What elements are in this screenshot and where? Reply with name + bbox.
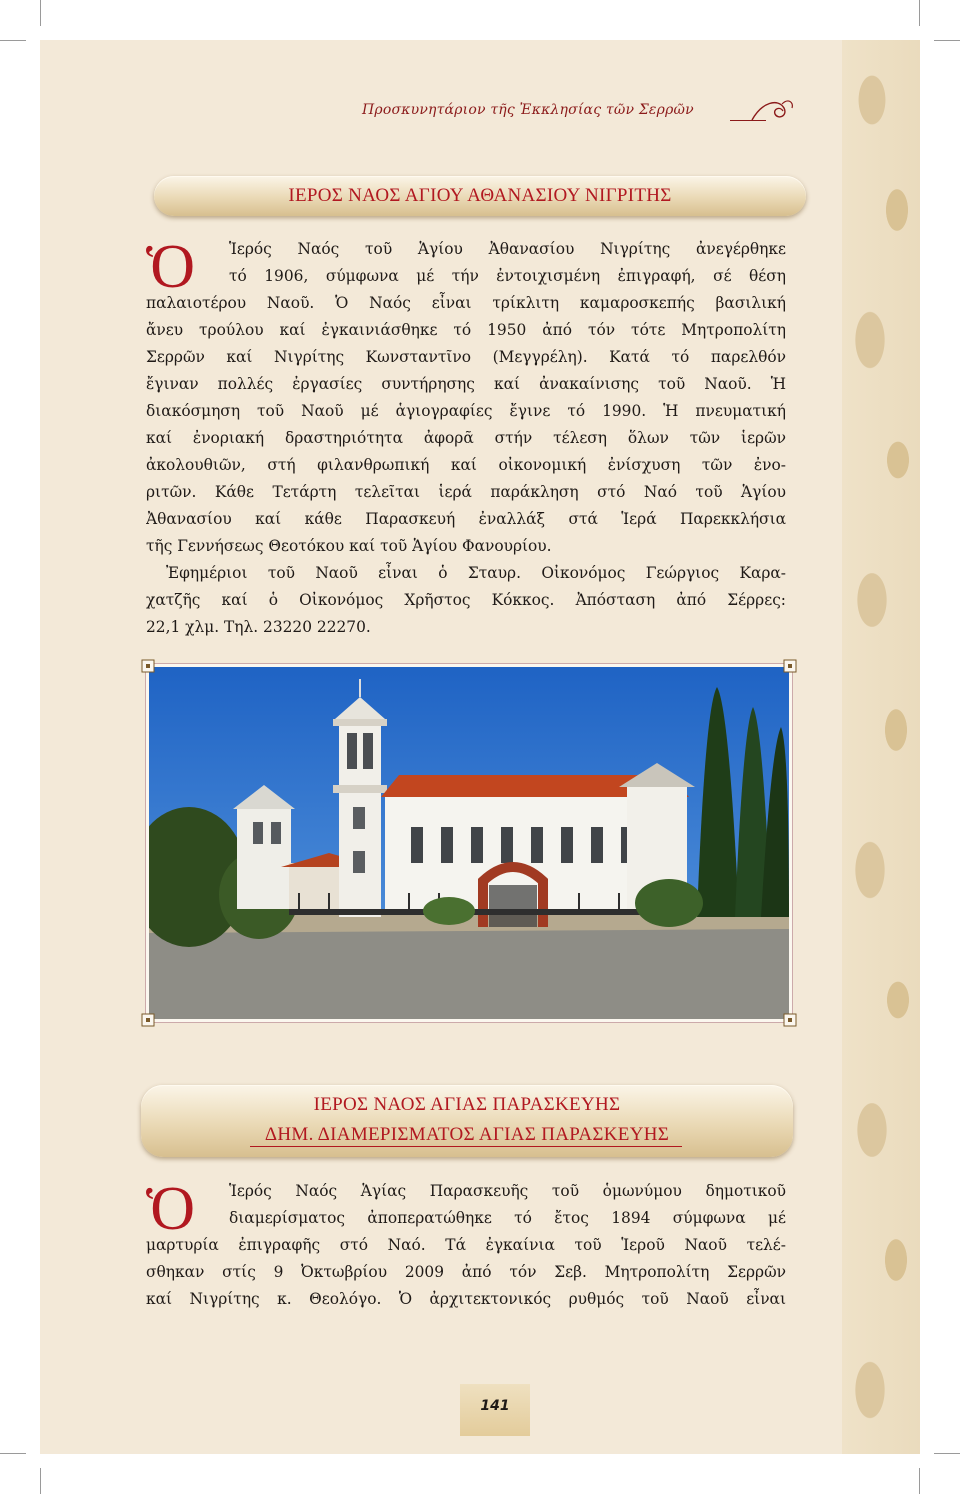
text-line: σθηκαν στίς 9 Ὀκτωβρίου 2009 ἀπό τόν Σεβ. Μητροπολίτη Σερρῶν bbox=[146, 1263, 786, 1281]
crop-mark bbox=[0, 40, 26, 41]
church-photo bbox=[146, 664, 792, 1022]
text-line: ἀκολουθιῶν, στή φιλανθρωπική καί οἰκονομική ἐνίσχυση τῶν ἐνο- bbox=[146, 456, 786, 474]
book-page bbox=[40, 40, 920, 1454]
text-line: καί Νιγρίτης κ. Θεολόγο. Ὁ ἀρχιτεκτονικός ρυθμός τοῦ Ναοῦ εἶναι bbox=[146, 1290, 786, 1308]
text-line: διακόσμηση τοῦ Ναοῦ μέ ἁγιογραφίες ἔγινε τό 1990. Ἡ πνευματική bbox=[146, 402, 786, 420]
page-number: 141 bbox=[480, 1398, 510, 1414]
frame-corner-ornament bbox=[140, 1012, 156, 1028]
section-title: ΙΕΡΟΣ ΝΑΟΣ ΑΓΙΑΣ ΠΑΡΑΣΚΕΥΗΣ bbox=[313, 1094, 621, 1115]
frame-corner-ornament bbox=[782, 658, 798, 674]
crop-mark bbox=[919, 0, 920, 26]
text-line: καί ἐνοριακή δραστηριότητα ἀφορᾶ στήν τέλεση ὅλων τῶν ἱερῶν bbox=[146, 429, 786, 447]
frame-corner-ornament bbox=[782, 1012, 798, 1028]
text-line: Σερρῶν καί Νιγρίτης Κωνσταντῖνο (Μεγγρέλη). Κατά τό παρελθόν bbox=[146, 348, 786, 366]
text-line: Ἀθανασίου καί κάθε Παρασκευή ἐναλλάξ στά Ἱερά Παρεκκλήσια bbox=[146, 510, 786, 528]
section-subtitle: ΔΗΜ. ΔΙΑΜΕΡΙΣΜΑΤΟΣ ΑΓΙΑΣ ΠΑΡΑΣΚΕΥΗΣ bbox=[264, 1124, 670, 1145]
text-line: 22,1 χλμ. Τηλ. 23220 22270. bbox=[146, 618, 371, 636]
text-line: ἔγιναν πολλές ἐργασίες συντήρησης καί ἀνακαίνισης τοῦ Ναοῦ. Ἡ bbox=[146, 375, 786, 393]
crop-mark bbox=[934, 1453, 960, 1454]
section-body bbox=[146, 1175, 786, 1313]
church-photo-image bbox=[149, 667, 789, 1019]
crop-mark bbox=[40, 0, 41, 26]
frame-corner-ornament bbox=[140, 658, 156, 674]
text-line: μαρτυρία ἐπιγραφῆς στό Ναό. Τά ἐγκαίνια τοῦ Ἱεροῦ Ναοῦ τελέ- bbox=[146, 1236, 786, 1254]
text-line: χατζῆς καί ὁ Οἰκονόμος Χρῆστος Κόκκος. Ἀπόσταση ἀπό Σέρρες: bbox=[146, 591, 786, 609]
text-line: τῆς Γεννήσεως Θεοτόκου καί τοῦ Ἁγίου Φανουρίου. bbox=[146, 537, 552, 555]
subtitle-underline bbox=[250, 1146, 682, 1147]
text-line: Ἱερός Ναός τοῦ Ἁγίου Ἀθανασίου Νιγρίτης ἀνεγέρθηκε bbox=[229, 240, 786, 258]
floral-ornament-border bbox=[842, 40, 920, 1454]
flourish-icon bbox=[748, 96, 798, 126]
text-line: διαμερίσματος ἀποπερατώθηκε τό ἔτος 1894 σύμφωνα μέ bbox=[229, 1209, 786, 1227]
drop-cap: Ὁ bbox=[146, 1175, 196, 1243]
text-line: Ἱερός Ναός Ἁγίας Παρασκευῆς τοῦ ὁμωνύμου δημοτικοῦ bbox=[229, 1182, 786, 1200]
drop-cap: Ὁ bbox=[146, 233, 196, 301]
page-number-box bbox=[460, 1384, 530, 1436]
section-title: ΙΕΡΟΣ ΝΑΟΣ ΑΓΙΟΥ ΑΘΑΝΑΣΙΟΥ ΝΙΓΡΙΤΗΣ bbox=[288, 185, 672, 206]
text-line: ριτῶν. Κάθε Τετάρτη τελεῖται ἱερά παράκληση στό Ναό τοῦ Ἁγίου bbox=[146, 483, 786, 501]
text-line: ἄνευ τρούλου καί ἐγκαινιάσθηκε τό 1950 ἀπό τόν τότε Μητροπολίτη bbox=[146, 321, 786, 339]
text-line: παλαιοτέρου Ναοῦ. Ὁ Ναός εἶναι τρίκλιτη καμαροσκεπής βασιλική bbox=[146, 294, 786, 312]
crop-mark bbox=[919, 1468, 920, 1494]
text-line: τό 1906, σύμφωνα μέ τήν ἐντοιχισμένη ἐπιγραφή, σέ θέση bbox=[229, 267, 786, 285]
section-title-banner bbox=[154, 176, 806, 216]
crop-mark bbox=[40, 1468, 41, 1494]
crop-mark bbox=[0, 1453, 26, 1454]
running-head: Προσκυνητάριον τῆς Ἐκκλησίας τῶν Σερρῶν bbox=[362, 102, 694, 118]
text-line: Ἐφημέριοι τοῦ Ναοῦ εἶναι ὁ Σταυρ. Οἰκονόμος Γεώργιος Καρα- bbox=[166, 564, 786, 582]
section-body bbox=[146, 233, 786, 641]
crop-mark bbox=[934, 40, 960, 41]
